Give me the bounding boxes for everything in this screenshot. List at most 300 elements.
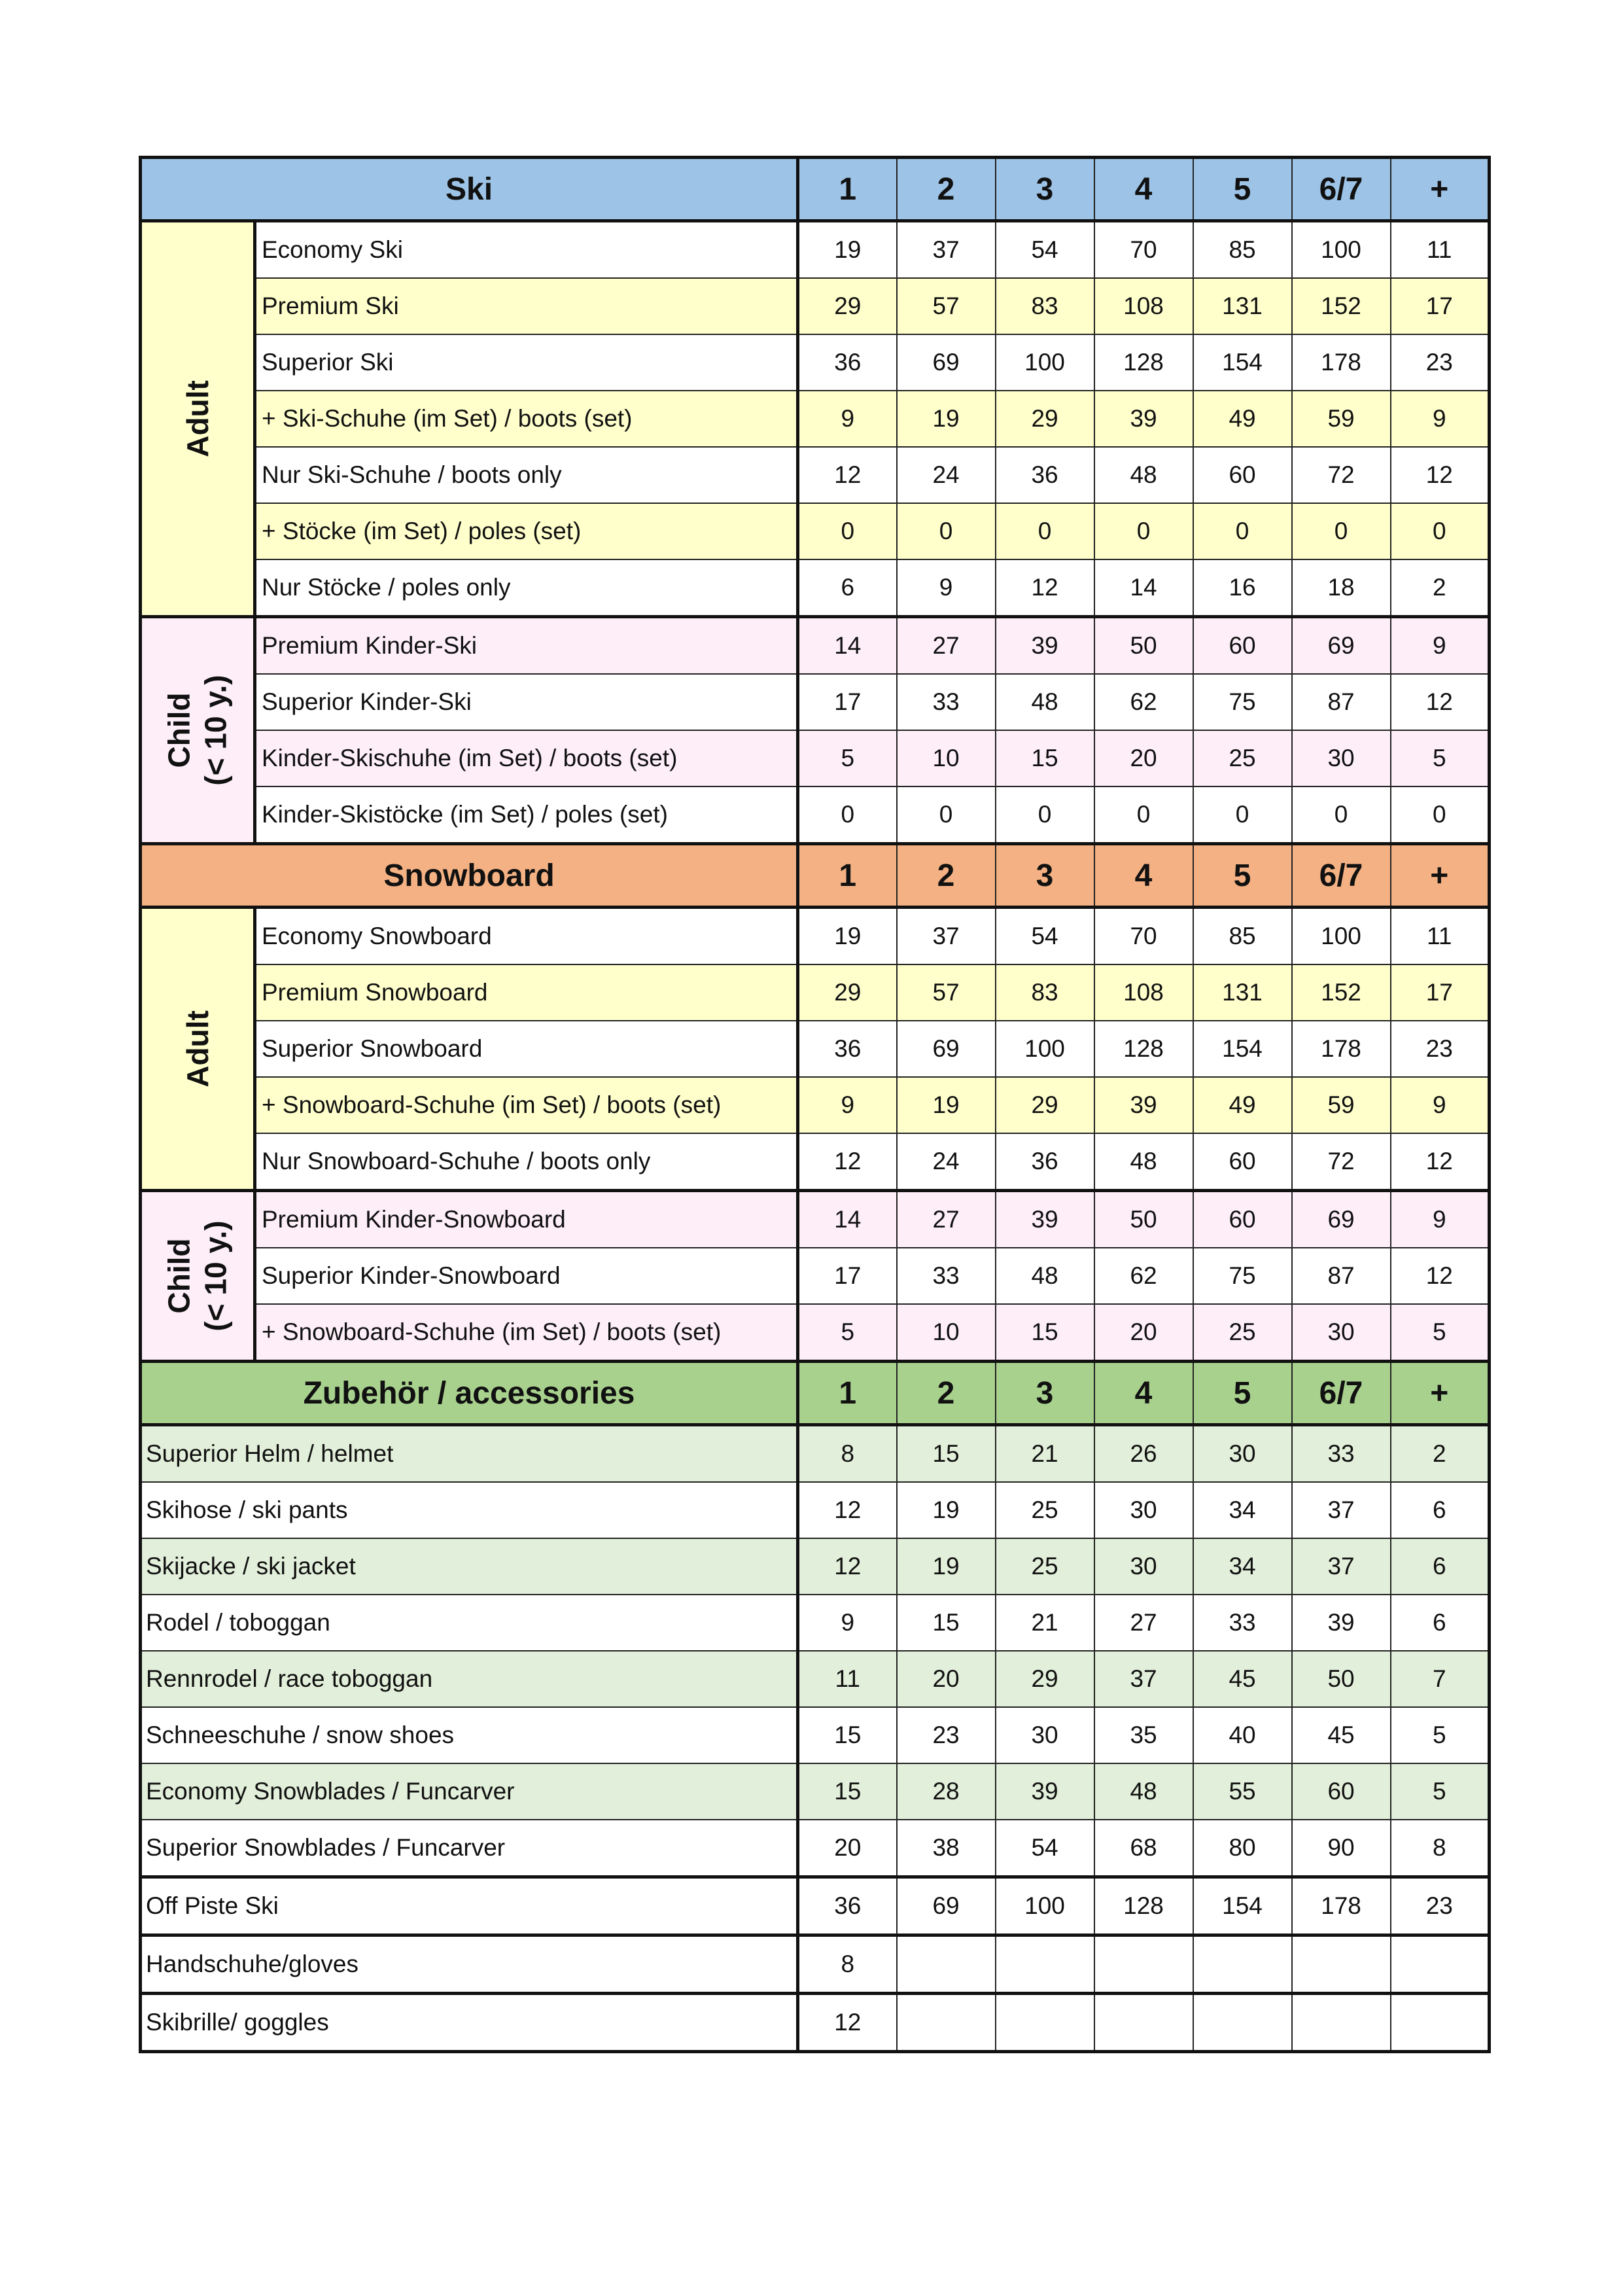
price-cell: 87	[1292, 1248, 1391, 1304]
price-cell: 12	[798, 1994, 897, 2052]
column-header: 2	[897, 844, 996, 908]
accessory-label: Skijacke / ski jacket	[141, 1538, 798, 1595]
table-row	[141, 334, 1490, 391]
price-cell: 49	[1193, 1077, 1292, 1133]
price-cell: 62	[1094, 674, 1193, 730]
price-cell: 6	[1391, 1595, 1490, 1651]
price-cell: 5	[798, 730, 897, 786]
item-label: Superior Kinder-Ski	[255, 674, 798, 730]
price-cell	[996, 1935, 1094, 1994]
price-cell: 24	[897, 447, 996, 503]
adult-group-label	[141, 221, 255, 617]
price-cell	[1292, 1935, 1391, 1994]
price-cell: 100	[1292, 908, 1391, 965]
price-cell: 154	[1193, 1877, 1292, 1935]
price-cell: 26	[1094, 1425, 1193, 1483]
item-label: Premium Snowboard	[255, 964, 798, 1021]
price-cell: 0	[897, 786, 996, 844]
price-cell: 69	[897, 334, 996, 391]
price-cell: 70	[1094, 908, 1193, 965]
price-cell: 20	[1094, 730, 1193, 786]
price-cell: 39	[1094, 1077, 1193, 1133]
price-cell: 10	[897, 1304, 996, 1362]
adult-label-text: Adult	[180, 380, 215, 457]
column-header: 2	[897, 158, 996, 221]
child-label-text	[161, 1220, 234, 1331]
item-label: Economy Snowboard	[255, 908, 798, 965]
price-cell: 48	[996, 674, 1094, 730]
price-cell: 12	[1391, 1133, 1490, 1191]
price-cell: 14	[1094, 559, 1193, 617]
price-cell: 48	[1094, 1763, 1193, 1820]
table-row	[141, 1538, 1490, 1595]
column-header: 1	[798, 158, 897, 221]
price-cell: 9	[1391, 617, 1490, 675]
table-row	[141, 730, 1490, 786]
column-header: +	[1391, 1362, 1490, 1425]
price-cell: 28	[897, 1763, 996, 1820]
child-label-line2: (< 10 y.)	[199, 675, 233, 786]
price-cell: 100	[996, 1877, 1094, 1935]
price-cell: 48	[1094, 447, 1193, 503]
price-cell: 30	[1193, 1425, 1292, 1483]
column-header: 4	[1094, 158, 1193, 221]
price-cell: 17	[1391, 278, 1490, 334]
price-cell: 8	[798, 1425, 897, 1483]
price-cell: 0	[996, 786, 1094, 844]
table-row	[141, 559, 1490, 617]
price-cell: 39	[996, 617, 1094, 675]
price-cell	[1391, 1994, 1490, 2052]
price-cell: 0	[1292, 503, 1391, 559]
price-cell: 12	[1391, 1248, 1490, 1304]
price-cell: 5	[1391, 1707, 1490, 1763]
item-label: Economy Ski	[255, 221, 798, 279]
price-cell: 29	[996, 1651, 1094, 1707]
price-cell: 37	[1292, 1538, 1391, 1595]
price-cell: 27	[1094, 1595, 1193, 1651]
price-cell: 60	[1193, 447, 1292, 503]
price-cell: 48	[996, 1248, 1094, 1304]
price-cell: 19	[798, 221, 897, 279]
accessory-label: Off Piste Ski	[141, 1877, 798, 1935]
price-cell: 152	[1292, 278, 1391, 334]
snowboard-header-row	[141, 844, 1490, 908]
price-cell: 20	[897, 1651, 996, 1707]
price-cell	[1094, 1935, 1193, 1994]
price-cell: 11	[1391, 908, 1490, 965]
table-row	[141, 964, 1490, 1021]
price-cell: 20	[798, 1820, 897, 1877]
accessory-label: Rodel / toboggan	[141, 1595, 798, 1651]
price-cell: 36	[996, 447, 1094, 503]
price-cell: 69	[897, 1021, 996, 1077]
column-header: 3	[996, 158, 1094, 221]
price-cell: 11	[1391, 221, 1490, 279]
item-label: Nur Stöcke / poles only	[255, 559, 798, 617]
price-cell: 15	[996, 730, 1094, 786]
accessory-label: Skibrille/ goggles	[141, 1994, 798, 2052]
price-cell: 39	[996, 1191, 1094, 1248]
item-label: Superior Snowboard	[255, 1021, 798, 1077]
table-row	[141, 674, 1490, 730]
price-cell	[897, 1935, 996, 1994]
price-cell: 29	[798, 964, 897, 1021]
price-cell: 50	[1094, 1191, 1193, 1248]
column-header: 2	[897, 1362, 996, 1425]
table-row	[141, 221, 1490, 279]
table-row	[141, 391, 1490, 447]
price-cell: 39	[1292, 1595, 1391, 1651]
price-cell: 178	[1292, 1877, 1391, 1935]
price-cell: 85	[1193, 221, 1292, 279]
price-cell: 17	[798, 1248, 897, 1304]
price-cell: 55	[1193, 1763, 1292, 1820]
column-header: 5	[1193, 844, 1292, 908]
accessory-label: Handschuhe/gloves	[141, 1935, 798, 1994]
price-cell: 57	[897, 278, 996, 334]
table-row	[141, 786, 1490, 844]
table-row	[141, 1595, 1490, 1651]
child-group-label	[141, 1191, 255, 1362]
column-header: 5	[1193, 1362, 1292, 1425]
price-cell: 29	[996, 1077, 1094, 1133]
rental-price-table	[139, 156, 1491, 2053]
item-label: Superior Kinder-Snowboard	[255, 1248, 798, 1304]
price-cell: 0	[1391, 786, 1490, 844]
table-row	[141, 1763, 1490, 1820]
column-header: 3	[996, 1362, 1094, 1425]
price-cell: 29	[798, 278, 897, 334]
child-group-label	[141, 617, 255, 844]
table-row	[141, 1994, 1490, 2052]
price-cell: 9	[798, 391, 897, 447]
price-cell: 18	[1292, 559, 1391, 617]
price-cell: 23	[897, 1707, 996, 1763]
price-cell: 9	[798, 1077, 897, 1133]
accessory-label: Skihose / ski pants	[141, 1482, 798, 1538]
price-cell: 178	[1292, 1021, 1391, 1077]
item-label: + Ski-Schuhe (im Set) / boots (set)	[255, 391, 798, 447]
item-label: + Stöcke (im Set) / poles (set)	[255, 503, 798, 559]
price-cell: 11	[798, 1651, 897, 1707]
price-cell: 0	[1193, 786, 1292, 844]
item-label: + Snowboard-Schuhe (im Set) / boots (set)	[255, 1304, 798, 1362]
table-row	[141, 1425, 1490, 1483]
item-label: Kinder-Skistöcke (im Set) / poles (set)	[255, 786, 798, 844]
price-cell: 85	[1193, 908, 1292, 965]
price-cell: 6	[1391, 1538, 1490, 1595]
price-cell: 8	[798, 1935, 897, 1994]
price-cell	[1193, 1994, 1292, 2052]
price-cell: 45	[1292, 1707, 1391, 1763]
price-cell: 39	[996, 1763, 1094, 1820]
price-cell: 25	[996, 1482, 1094, 1538]
price-cell: 0	[1193, 503, 1292, 559]
column-header: +	[1391, 844, 1490, 908]
price-cell: 60	[1193, 617, 1292, 675]
accessory-label: Superior Snowblades / Funcarver	[141, 1820, 798, 1877]
ski-section-title: Ski	[141, 158, 798, 221]
price-cell: 23	[1391, 1877, 1490, 1935]
price-cell: 12	[798, 1482, 897, 1538]
price-cell: 5	[1391, 1763, 1490, 1820]
price-cell: 33	[1193, 1595, 1292, 1651]
price-cell: 30	[1094, 1482, 1193, 1538]
price-cell: 72	[1292, 447, 1391, 503]
price-cell: 27	[897, 1191, 996, 1248]
child-label-text	[161, 675, 234, 785]
price-cell: 48	[1094, 1133, 1193, 1191]
price-cell: 68	[1094, 1820, 1193, 1877]
price-cell: 30	[1292, 730, 1391, 786]
table-row	[141, 1133, 1490, 1191]
table-row	[141, 908, 1490, 965]
price-cell: 0	[1094, 786, 1193, 844]
column-header: 1	[798, 844, 897, 908]
table-row	[141, 617, 1490, 675]
price-cell: 45	[1193, 1651, 1292, 1707]
child-label-line1: Child	[162, 692, 196, 768]
item-label: Kinder-Skischuhe (im Set) / boots (set)	[255, 730, 798, 786]
table-row	[141, 503, 1490, 559]
price-cell: 0	[1391, 503, 1490, 559]
table-row	[141, 1707, 1490, 1763]
price-cell: 33	[897, 674, 996, 730]
price-cell: 75	[1193, 674, 1292, 730]
price-cell: 2	[1391, 559, 1490, 617]
price-cell: 29	[996, 391, 1094, 447]
adult-label-text: Adult	[180, 1010, 215, 1087]
price-cell: 100	[1292, 221, 1391, 279]
price-cell: 39	[1094, 391, 1193, 447]
price-cell: 30	[1292, 1304, 1391, 1362]
price-cell: 34	[1193, 1482, 1292, 1538]
price-cell: 23	[1391, 334, 1490, 391]
price-cell: 128	[1094, 1877, 1193, 1935]
table-row	[141, 1877, 1490, 1935]
child-label-line2: (< 10 y.)	[199, 1220, 233, 1332]
price-cell: 154	[1193, 334, 1292, 391]
price-cell	[1193, 1935, 1292, 1994]
column-header: 5	[1193, 158, 1292, 221]
item-label: Premium Ski	[255, 278, 798, 334]
item-label: Premium Kinder-Ski	[255, 617, 798, 675]
price-cell: 20	[1094, 1304, 1193, 1362]
table-row	[141, 1820, 1490, 1877]
price-cell: 12	[996, 559, 1094, 617]
price-cell: 5	[1391, 1304, 1490, 1362]
price-cell: 69	[1292, 617, 1391, 675]
price-cell: 9	[897, 559, 996, 617]
price-cell: 0	[1094, 503, 1193, 559]
price-cell: 36	[798, 1877, 897, 1935]
price-cell: 8	[1391, 1820, 1490, 1877]
price-cell: 33	[1292, 1425, 1391, 1483]
price-cell: 49	[1193, 391, 1292, 447]
price-cell: 12	[1391, 674, 1490, 730]
price-cell: 19	[897, 391, 996, 447]
column-header: 6/7	[1292, 158, 1391, 221]
price-cell: 128	[1094, 334, 1193, 391]
price-cell: 37	[1094, 1651, 1193, 1707]
price-cell: 12	[798, 1133, 897, 1191]
price-cell: 108	[1094, 964, 1193, 1021]
price-cell: 34	[1193, 1538, 1292, 1595]
price-cell: 17	[798, 674, 897, 730]
price-cell	[996, 1994, 1094, 2052]
column-header: 4	[1094, 844, 1193, 908]
price-cell: 72	[1292, 1133, 1391, 1191]
price-cell: 60	[1193, 1133, 1292, 1191]
price-cell: 23	[1391, 1021, 1490, 1077]
accessory-label: Economy Snowblades / Funcarver	[141, 1763, 798, 1820]
price-cell: 80	[1193, 1820, 1292, 1877]
accessories-section-title: Zubehör / accessories	[141, 1362, 798, 1425]
price-cell: 37	[1292, 1482, 1391, 1538]
price-cell: 69	[1292, 1191, 1391, 1248]
table-row	[141, 1304, 1490, 1362]
price-cell: 9	[798, 1595, 897, 1651]
table-row	[141, 1651, 1490, 1707]
accessory-label: Rennrodel / race toboggan	[141, 1651, 798, 1707]
price-cell: 131	[1193, 278, 1292, 334]
table-row	[141, 447, 1490, 503]
table-row	[141, 1935, 1490, 1994]
accessories-header-row	[141, 1362, 1490, 1425]
price-cell: 25	[1193, 730, 1292, 786]
table-row	[141, 1482, 1490, 1538]
column-header: 1	[798, 1362, 897, 1425]
accessory-label: Schneeschuhe / snow shoes	[141, 1707, 798, 1763]
price-cell: 15	[798, 1763, 897, 1820]
price-cell: 70	[1094, 221, 1193, 279]
price-cell: 0	[798, 503, 897, 559]
item-label: Superior Ski	[255, 334, 798, 391]
item-label: Nur Ski-Schuhe / boots only	[255, 447, 798, 503]
price-cell: 54	[996, 1820, 1094, 1877]
price-cell: 7	[1391, 1651, 1490, 1707]
price-cell: 50	[1094, 617, 1193, 675]
column-header: 6/7	[1292, 1362, 1391, 1425]
table-row	[141, 1191, 1490, 1248]
child-label-line1: Child	[162, 1238, 196, 1314]
table-body	[141, 158, 1490, 2052]
price-cell: 154	[1193, 1021, 1292, 1077]
column-header: 3	[996, 844, 1094, 908]
price-cell: 19	[897, 1077, 996, 1133]
price-cell: 16	[1193, 559, 1292, 617]
column-header: 6/7	[1292, 844, 1391, 908]
price-cell: 25	[996, 1538, 1094, 1595]
price-cell: 5	[798, 1304, 897, 1362]
price-cell: 36	[798, 334, 897, 391]
price-cell: 128	[1094, 1021, 1193, 1077]
price-cell: 6	[798, 559, 897, 617]
adult-group-label	[141, 908, 255, 1191]
price-cell	[1391, 1935, 1490, 1994]
table-row	[141, 1021, 1490, 1077]
price-cell: 60	[1292, 1763, 1391, 1820]
price-cell: 36	[996, 1133, 1094, 1191]
price-cell: 83	[996, 964, 1094, 1021]
price-cell: 12	[798, 1538, 897, 1595]
table-row	[141, 1248, 1490, 1304]
price-cell: 17	[1391, 964, 1490, 1021]
price-cell: 12	[1391, 447, 1490, 503]
price-cell: 30	[996, 1707, 1094, 1763]
price-cell: 0	[798, 786, 897, 844]
price-cell: 19	[897, 1482, 996, 1538]
item-label: Premium Kinder-Snowboard	[255, 1191, 798, 1248]
price-cell: 19	[897, 1538, 996, 1595]
price-cell: 30	[1094, 1538, 1193, 1595]
column-header: +	[1391, 158, 1490, 221]
price-cell: 9	[1391, 1077, 1490, 1133]
item-label: + Snowboard-Schuhe (im Set) / boots (set)	[255, 1077, 798, 1133]
price-cell: 35	[1094, 1707, 1193, 1763]
price-cell: 12	[798, 447, 897, 503]
price-cell: 90	[1292, 1820, 1391, 1877]
price-cell: 152	[1292, 964, 1391, 1021]
price-cell: 24	[897, 1133, 996, 1191]
price-cell: 40	[1193, 1707, 1292, 1763]
price-cell: 15	[897, 1425, 996, 1483]
price-cell: 108	[1094, 278, 1193, 334]
price-cell: 100	[996, 334, 1094, 391]
price-cell: 100	[996, 1021, 1094, 1077]
price-cell: 0	[1292, 786, 1391, 844]
price-cell: 178	[1292, 334, 1391, 391]
price-cell: 15	[897, 1595, 996, 1651]
price-cell: 37	[897, 908, 996, 965]
price-cell: 54	[996, 221, 1094, 279]
price-cell: 38	[897, 1820, 996, 1877]
price-cell: 60	[1193, 1191, 1292, 1248]
price-cell: 6	[1391, 1482, 1490, 1538]
price-cell: 87	[1292, 674, 1391, 730]
price-cell: 25	[1193, 1304, 1292, 1362]
price-cell: 10	[897, 730, 996, 786]
price-cell: 9	[1391, 1191, 1490, 1248]
price-cell: 0	[996, 503, 1094, 559]
price-cell	[897, 1994, 996, 2052]
snowboard-section-title: Snowboard	[141, 844, 798, 908]
price-cell: 21	[996, 1595, 1094, 1651]
price-cell: 59	[1292, 1077, 1391, 1133]
price-cell: 83	[996, 278, 1094, 334]
column-header: 4	[1094, 1362, 1193, 1425]
price-cell: 59	[1292, 391, 1391, 447]
item-label: Nur Snowboard-Schuhe / boots only	[255, 1133, 798, 1191]
price-cell: 0	[897, 503, 996, 559]
table-row	[141, 278, 1490, 334]
price-cell: 27	[897, 617, 996, 675]
price-cell: 15	[996, 1304, 1094, 1362]
price-cell: 50	[1292, 1651, 1391, 1707]
price-cell: 37	[897, 221, 996, 279]
price-cell: 9	[1391, 391, 1490, 447]
accessory-label: Superior Helm / helmet	[141, 1425, 798, 1483]
price-cell: 69	[897, 1877, 996, 1935]
price-cell: 14	[798, 617, 897, 675]
price-cell: 2	[1391, 1425, 1490, 1483]
price-cell: 57	[897, 964, 996, 1021]
price-cell	[1094, 1994, 1193, 2052]
price-cell: 33	[897, 1248, 996, 1304]
price-cell: 54	[996, 908, 1094, 965]
price-cell: 5	[1391, 730, 1490, 786]
